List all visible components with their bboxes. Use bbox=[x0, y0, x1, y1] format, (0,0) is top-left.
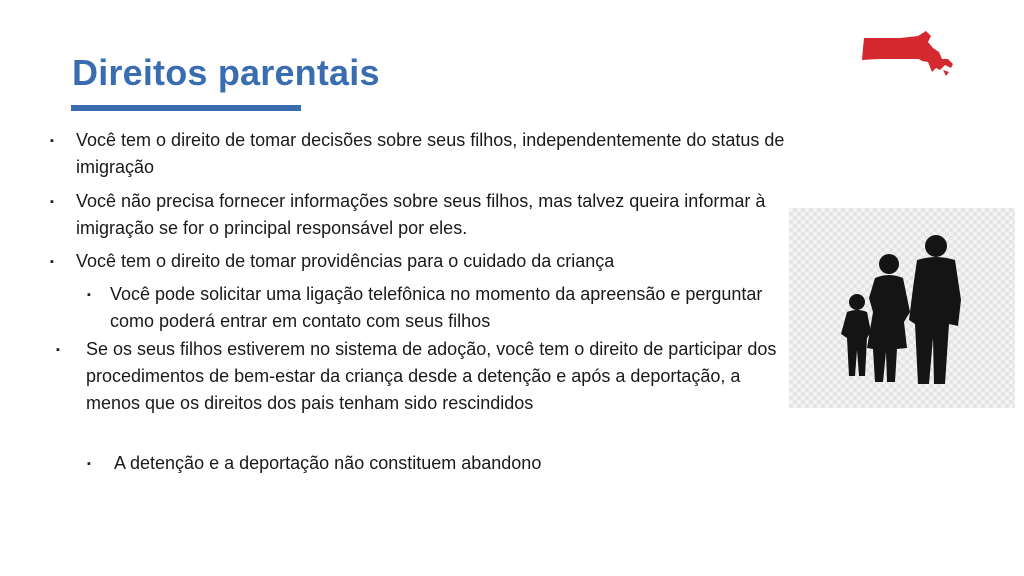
bullet-marker: ▪ bbox=[50, 135, 54, 147]
bullet-2-text: Você não precisa fornecer informações sobre seus filhos, mas talvez queira informar à imigração se for o principal responsável por eles. bbox=[76, 191, 766, 238]
sub-bullet-4a-text: A detenção e a deportação não constituem abandono bbox=[114, 453, 542, 473]
bullet-marker: ▪ bbox=[50, 196, 54, 208]
sub-bullet-marker: ▪ bbox=[87, 458, 91, 470]
title-underline bbox=[71, 105, 301, 111]
bullet-marker: ▪ bbox=[50, 256, 54, 268]
sub-bullet-marker: ▪ bbox=[87, 289, 91, 301]
bullet-marker: ▪ bbox=[56, 344, 60, 356]
massachusetts-map-icon bbox=[860, 28, 956, 82]
bullet-1-text: Você tem o direito de tomar decisões sobre seus filhos, independentemente do status de imigração bbox=[76, 130, 785, 177]
family-silhouette-image bbox=[789, 208, 1015, 408]
bullet-3-text: Você tem o direito de tomar providências para o cuidado da criança bbox=[76, 251, 615, 271]
sub-bullet-3a-text: Você pode solicitar uma ligação telefônica no momento da apreensão e perguntar como poderá entrar em contato com seus filhos bbox=[110, 284, 763, 331]
bullet-4-text: Se os seus filhos estiverem no sistema de adoção, você tem o direito de participar dos procedimentos de bem-estar da criança desde a detenção e após a deportação, a menos que os direitos dos pais tenham sido rescindidos bbox=[86, 339, 777, 413]
slide-title: Direitos parentais bbox=[72, 52, 380, 93]
